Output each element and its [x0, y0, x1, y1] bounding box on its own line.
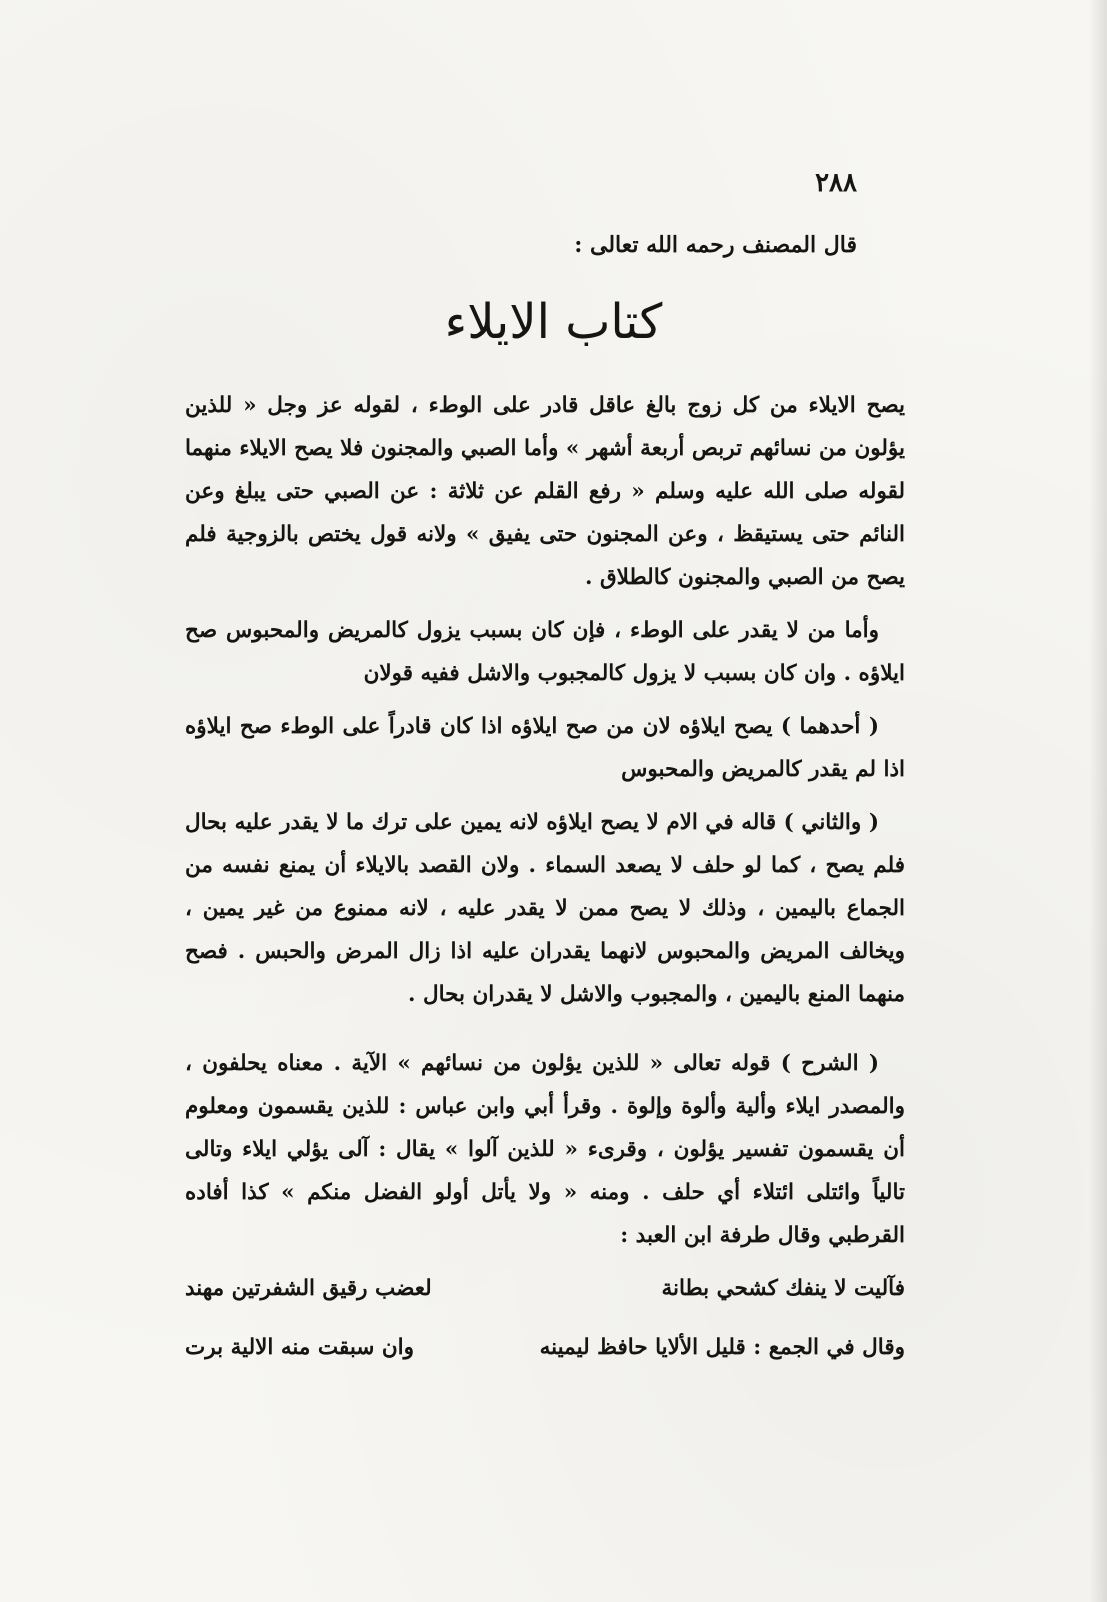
page-number: ٢٨٨	[815, 168, 857, 198]
page-edge-shadow	[1089, 0, 1107, 1602]
paragraph-1: يصح الايلاء من كل زوج بالغ عاقل قادر على الوطء ، لقوله عز وجل « للذين يؤلون من نسائهم تربص أربعة أشهر » وأما الصبي والمجنون فلا يصح الايلاء منهما لقوله صلى الله عليه وسلم « رفع القلم عن ثلاثة : عن الصبي حتى يبلغ وعن النائم حتى يستيقظ ، وعن المجنون حتى يفيق » ولانه قول يختص بالزوجية فلم يصح من الصبي والمجنون كالطلاق .	[185, 393, 905, 590]
paragraph-commentary: ( الشرح ) قوله تعالى « للذين يؤلون من نسائهم » الآية . معناه يحلفون ، والمصدر ايلاء وألية وألوة وإلوة . وقرأ أبي وابن عباس : للذين يقسمون ومعلوم أن يقسمون تفسير يؤلون ، وقرىء « للذين آلوا » يقال : آلى يؤلي ايلاء وتالى تالياً وائتلى ائتلاء أي حلف . ومنه « ولا يأتل أولو الفضل منكم » كذا أفاده القرطبي وقال طرفة ابن العبد :	[185, 1051, 905, 1248]
verse-2-first-hemistich: وقال في الجمع : قليل الألايا حافظ ليمينه	[539, 1335, 905, 1360]
verse-line-2	[185, 1326, 905, 1369]
verse-1-second-hemistich: لعضب رقيق الشفرتين مهند	[185, 1276, 432, 1301]
paragraph-3: ( أحدهما ) يصح ايلاؤه لان من صح ايلاؤه اذا كان قادراً على الوطء صح ايلاؤه اذا لم يقدر كالمريض والمحبوس	[185, 714, 905, 782]
verse-1-first-hemistich: فآليت لا ينفك كشحي بطانة	[661, 1276, 905, 1301]
verse-2-second-hemistich: وان سبقت منه الالية برت	[185, 1335, 414, 1360]
body-text	[185, 384, 905, 1385]
paragraph-2: وأما من لا يقدر على الوطء ، فإن كان بسبب يزول كالمريض والمحبوس صح ايلاؤه . وان كان بسبب لا يزول كالمجبوب والاشل ففيه قولان	[185, 618, 905, 686]
author-line: قال المصنف رحمه الله تعالى :	[574, 232, 857, 258]
verse-line-1	[185, 1267, 905, 1310]
chapter-title: كتاب الايلاء	[444, 294, 663, 350]
paragraph-4: ( والثاني ) قاله في الام لا يصح ايلاؤه لانه يمين على ترك ما لا يقدر عليه بحال فلم يصح ، كما لو حلف لا يصعد السماء . ولان القصد بالايلاء أن يمنع نفسه من الجماع باليمين ، وذلك لا يصح ممن لا يقدر عليه ، لانه ممنوع من غير يمين ، ويخالف المريض والمحبوس لانهما يقدران عليه اذا زال المرض والحبس . فصح منهما المنع باليمين ، والمجبوب والاشل لا يقدران بحال .	[185, 810, 905, 1007]
